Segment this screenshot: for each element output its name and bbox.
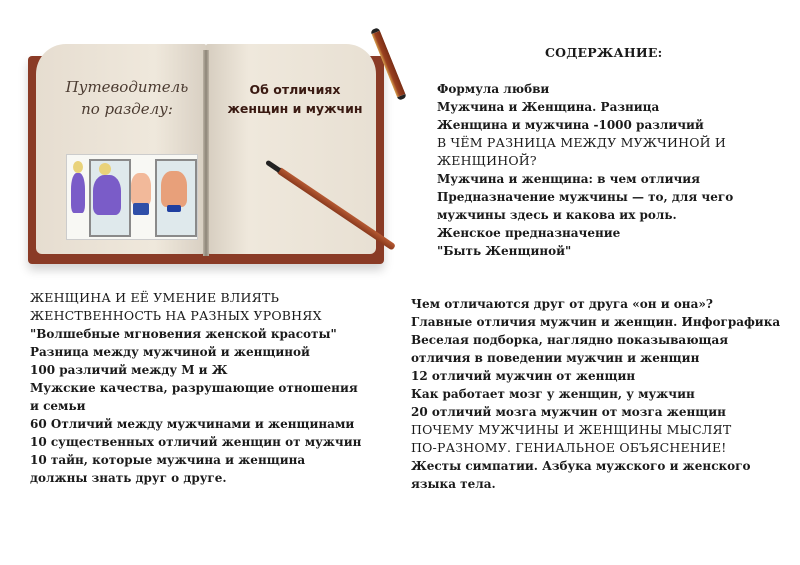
contents-item[interactable]: Мужские качества, разрушающие отношения и семьи	[30, 381, 358, 413]
contents-item[interactable]: "Быть Женщиной"	[437, 244, 572, 258]
contents-item[interactable]: ЖЕНСТВЕННОСТЬ НА РАЗНЫХ УРОВНЯХ	[30, 308, 322, 323]
contents-item[interactable]: Мужчина и Женщина. Разница	[437, 100, 660, 114]
contents-item[interactable]: 100 различий между М и Ж	[30, 363, 228, 377]
contents-list-top-right	[437, 80, 782, 260]
man-reflection	[161, 171, 187, 207]
contents-item[interactable]: Чем отличаются друг от друга «он и она»?	[411, 297, 713, 311]
contents-item[interactable]: Мужчина и женщина: в чем отличия	[437, 172, 701, 186]
contents-item[interactable]: Как работает мозг у женщин, у мужчин	[411, 387, 695, 401]
contents-item[interactable]: 60 Отличий между мужчинами и женщинами	[30, 417, 355, 431]
woman-reflection-head	[99, 163, 111, 175]
contents-item[interactable]: Женское предназначение	[437, 226, 621, 240]
contents-item[interactable]: "Волшебные мгновения женской красоты"	[30, 327, 337, 341]
contents-item[interactable]: Разница между мужчиной и женщиной	[30, 345, 310, 359]
contents-item[interactable]: Главные отличия мужчин и женщин. Инфографика	[411, 315, 781, 329]
man-figure	[131, 173, 151, 205]
contents-item[interactable]: 20 отличий мозга мужчин от мозга женщин	[411, 405, 726, 419]
woman-figure	[71, 173, 85, 213]
contents-item[interactable]: ЖЕНЩИНА И ЕЁ УМЕНИЕ ВЛИЯТЬ	[30, 290, 280, 305]
contents-list-bottom-right	[411, 295, 786, 493]
woman-head	[73, 161, 83, 173]
contents-item[interactable]: Женщина и мужчина -1000 различий	[437, 118, 704, 132]
contents-item[interactable]: Жесты симпатии. Азбука мужского и женского языка тела.	[411, 459, 751, 491]
contents-item[interactable]: Формула любви	[437, 82, 550, 96]
man-reflection-briefs	[167, 205, 181, 212]
cartoon-mirror-illustration	[66, 154, 198, 240]
book-illustration	[28, 44, 384, 266]
contents-list-bottom-left	[30, 289, 375, 487]
book-spine	[203, 50, 209, 256]
contents-item[interactable]: 10 тайн, которые мужчина и женщина должны знать друг о друге.	[30, 453, 306, 485]
contents-item[interactable]: ПОЧЕМУ МУЖЧИНЫ И ЖЕНЩИНЫ МЫСЛЯТ ПО-РАЗНОМУ. ГЕНИАЛЬНОЕ ОБЪЯСНЕНИЕ!	[411, 422, 732, 455]
contents-item[interactable]: 12 отличий мужчин от женщин	[411, 369, 636, 383]
contents-item[interactable]: Предназначение мужчины — то, для чего мужчины здесь и какова их роль.	[437, 190, 734, 222]
contents-heading: СОДЕРЖАНИЕ:	[545, 45, 663, 60]
contents-item[interactable]: В ЧЁМ РАЗНИЦА МЕЖДУ МУЖЧИНОЙ И ЖЕНЩИНОЙ?	[437, 135, 727, 168]
man-shorts	[133, 203, 149, 215]
right-page-title: Об отличиях женщин и мужчин	[227, 82, 363, 116]
left-page-title: Путеводитель по разделу:	[65, 78, 189, 118]
contents-item[interactable]: 10 существенных отличий женщин от мужчин	[30, 435, 362, 449]
contents-item[interactable]: Веселая подборка, наглядно показывающая отличия в поведении мужчин и женщин	[411, 333, 729, 365]
woman-reflection	[93, 175, 121, 215]
